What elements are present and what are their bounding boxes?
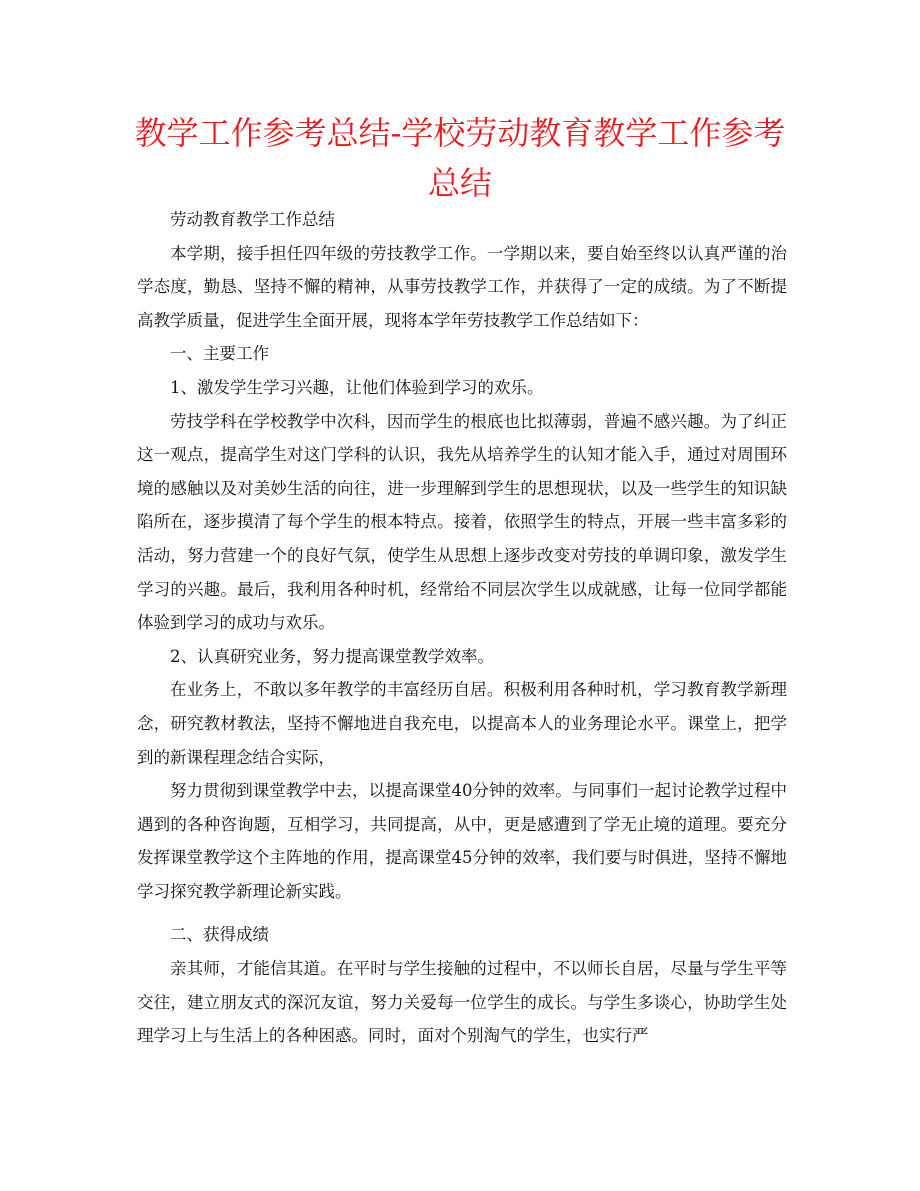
paragraph-achievements: 亲其师，才能信其道。在平时与学生接触的过程中，不以师长自居，尽量与学生平等交往，建立朋友式的深沉友谊，努力关爱每一位学生的成长。与学生多谈心，协助学生处理学习上与生活上的各种困惑。同时，面对个别淘气的学生，也实行严 (137, 959, 787, 1046)
paragraph-interest: 劳技学科在学校教学中次科，因而学生的根底也比拟薄弱，普遍不感兴趣。为了纠正这一观点，提高学生对这门学科的认识，我先从培养学生的认知才能入手，通过对周围环境的感触以及对美妙生活的向往，进一步理解到学生的思想现状，以及一些学生的知识缺陷所在，逐步摸清了每个学生的根本特点。接着，依照学生的特点，开展一些丰富多彩的活动，努力营建一个的良好气氛，使学生从思想上逐步改变对劳技的单调印象，激发学生学习的兴趣。最后，我利用各种时机，经常给不同层次学生以成就感，让每一位同学都能体验到学习的成功与欢乐。 (137, 411, 787, 633)
subheading-interest: 1、激发学生学习兴趣，让他们体验到学习的欢乐。 (170, 377, 544, 397)
paragraph-subtitle: 劳动教育教学工作总结 (170, 210, 335, 229)
paragraph-intro: 本学期，接手担任四年级的劳技教学工作。一学期以来，要自始至终以认真严谨的治学态度，勤恳、坚持不懈的精神，从事劳技教学工作，并获得了一定的成绩。为了不断提高教学质量，促进学生全面开展，现将本学年劳技教学工作总结如下： (137, 243, 787, 330)
section-heading-main-work: 一、主要工作 (170, 344, 269, 364)
document-title: 教学工作参考总结-学校劳动教育教学工作参考总结 (134, 114, 786, 202)
subheading-research: 2、认真研究业务，努力提高课堂教学效率。 (170, 646, 494, 666)
document-body (137, 203, 787, 1053)
section-heading-achievements: 二、获得成绩 (170, 925, 269, 945)
paragraph-research-2: 努力贯彻到课堂教学中去，以提高课堂40分钟的效率。与同事们一起讨论教学过程中遇到的各种咨询题，互相学习，共同提高，从中，更是感遭到了学无止境的道理。要充分发挥课堂教学这个主阵地的作用，提高课堂45分钟的效率，我们要与时俱进，坚持不懈地学习探究教学新理论新实践。 (137, 781, 787, 901)
paragraph-research-1: 在业务上，不敢以多年教学的丰富经历自居。积极利用各种时机，学习教育教学新理念，研究教材教法，坚持不懈地进自我充电，以提高本人的业务理论水平。课堂上，把学到的新课程理念结合实际， (137, 680, 787, 767)
